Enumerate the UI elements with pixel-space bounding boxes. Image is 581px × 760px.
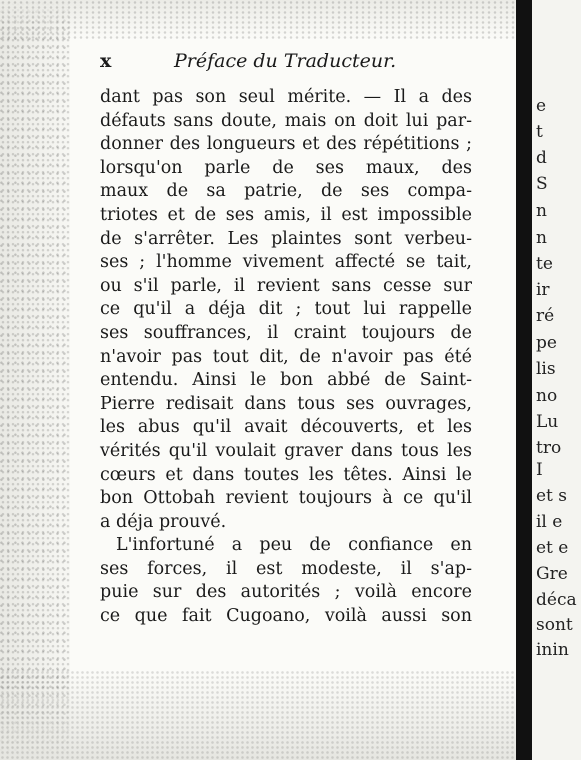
scan-noise-left (0, 0, 70, 760)
facing-page-fragment: pe (536, 333, 557, 353)
text-line: ou s'il parle, il revient sans cesse sur (100, 275, 472, 296)
text-line: défauts sans doute, mais on doit lui par- (100, 110, 472, 131)
facing-page-fragment: t (536, 122, 543, 142)
facing-page-fragment: sont (536, 615, 573, 635)
text-line: ses souffrances, il craint toujours de (100, 322, 472, 343)
facing-page-fragment: Lu (536, 412, 559, 432)
text-line: bon Ottobah revient toujours à ce qu'il (100, 488, 472, 509)
facing-page-fragment: n (536, 228, 547, 248)
text-line: a déja prouvé. (100, 511, 227, 532)
facing-page-fragment: n (536, 201, 547, 221)
scan-noise-bottom (0, 670, 581, 760)
text-line: les abus qu'il avait découverts, et les (100, 417, 472, 438)
facing-page-fragment: il e (536, 512, 563, 532)
text-line: triotes et de ses amis, il est impossible (100, 204, 472, 225)
facing-page-fragment: tro (536, 438, 562, 458)
facing-page-fragment: lis (536, 359, 556, 379)
text-line: lorsqu'on parle de ses maux, des (100, 157, 472, 178)
text-line: donner des longueurs et des répétitions ; (100, 134, 472, 155)
facing-page-fragment: ré (536, 306, 555, 326)
facing-page-fragment: déca (536, 590, 577, 610)
text-line: ses forces, il est modeste, il s'ap- (100, 558, 472, 579)
scan-noise-top (0, 0, 581, 40)
text-line: vérités qu'il voulait graver dans tous les (100, 440, 472, 461)
facing-page-fragment: et s (536, 486, 568, 506)
text-line: dant pas son seul mérite. — Il a des (100, 87, 472, 107)
facing-page-fragment: ir (536, 280, 550, 300)
text-line: ce que fait Cugoano, voilà aussi son (100, 606, 472, 627)
text-line: L'infortuné a peu de confiance en (116, 535, 472, 556)
text-line: entendu. Ainsi le bon abbé de Saint- (100, 370, 472, 391)
facing-page-fragment: I (536, 460, 543, 480)
facing-page-fragment: Gre (536, 564, 568, 584)
facing-page-fragment: inin (536, 640, 569, 660)
running-title: Préface du Traducteur. (174, 50, 397, 72)
book-gutter (516, 0, 532, 760)
facing-page-fragment: e (536, 96, 547, 116)
facing-page-fragment: no (536, 386, 558, 406)
facing-page-fragment: et e (536, 538, 569, 558)
text-line: de s'arrêter. Les plaintes sont verbeu- (100, 228, 472, 249)
text-line: puie sur des autorités ; voilà encore (100, 582, 472, 603)
text-line: cœurs et dans toutes les têtes. Ainsi le (100, 464, 472, 485)
text-line: ses ; l'homme vivement affecté se tait, (100, 252, 472, 273)
body-text (100, 86, 472, 629)
facing-page-fragment: S (536, 174, 548, 194)
text-line: ce qu'il a déja dit ; tout lui rappelle (100, 299, 472, 320)
facing-page-fragment: te (536, 254, 553, 274)
text-line: n'avoir pas tout dit, de n'avoir pas été (100, 346, 472, 367)
facing-page-fragment: d (536, 148, 547, 168)
page-header (100, 50, 500, 74)
facing-page-edge (532, 0, 581, 760)
text-line: maux de sa patrie, de ses compa- (100, 181, 472, 202)
text-line: Pierre redisait dans tous ses ouvrages, (100, 393, 472, 414)
page-number: x (100, 50, 112, 72)
